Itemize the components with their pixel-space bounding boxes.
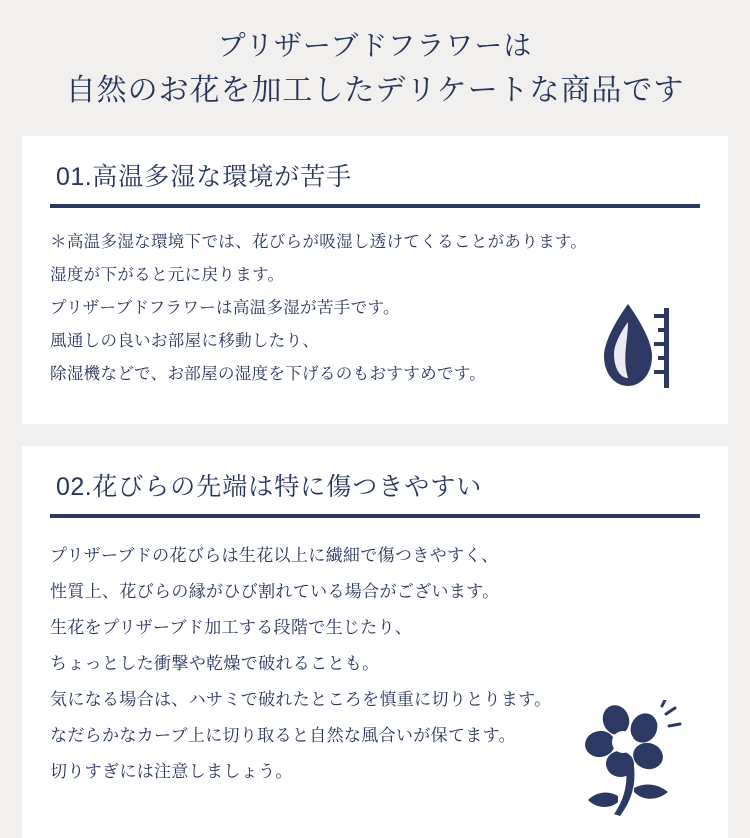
section-heading-02 xyxy=(50,468,700,514)
body-line: 湿度が下がると元に戻ります。 xyxy=(50,266,285,284)
body-line: 切りすぎには注意しましょう。 xyxy=(50,762,293,781)
body-line: 風通しの良いお部屋に移動したり、 xyxy=(50,332,320,350)
body-line: プリザーブドフラワーは高温多湿が苦手です。 xyxy=(50,299,400,317)
section-heading-01 xyxy=(50,158,700,204)
body-line: 生花をプリザーブド加工する段階で生じたり、 xyxy=(50,618,413,637)
section-number-01: 01. xyxy=(56,163,93,191)
body-line: 性質上、花びらの縁がひび割れている場合がございます。 xyxy=(50,582,500,601)
section-card-01 xyxy=(22,136,728,424)
page-title-line-2: 自然のお花を加工したデリケートな商品です xyxy=(65,74,685,107)
body-line: 除湿機などで、お部屋の湿度を下げるのもおすすめです。 xyxy=(50,365,487,383)
body-line: ＊高温多湿な環境下では、花びらが吸湿し透けてくることがあります。 xyxy=(50,233,588,251)
page-title xyxy=(0,0,750,114)
body-line: ちょっとした衝撃や乾燥で破れることも。 xyxy=(50,654,380,673)
section-title-02: 花びらの先端は特に傷つきやすい xyxy=(92,473,483,501)
section-card-02 xyxy=(22,446,728,838)
section-title-01: 高温多湿な環境が苦手 xyxy=(92,163,353,191)
section-number-02: 02. xyxy=(56,473,93,501)
body-line: プリザーブドの花びらは生花以上に繊細で傷つきやすく、 xyxy=(50,546,499,565)
body-line: なだらかなカーブ上に切り取ると自然な風合いが保てます。 xyxy=(50,726,516,745)
page-title-line-1: プリザーブドフラワーは xyxy=(217,30,533,61)
body-line: 気になる場合は、ハサミで破れたところを慎重に切りとります。 xyxy=(50,690,552,709)
section-body-02 xyxy=(50,518,700,790)
section-body-01 xyxy=(50,208,700,391)
